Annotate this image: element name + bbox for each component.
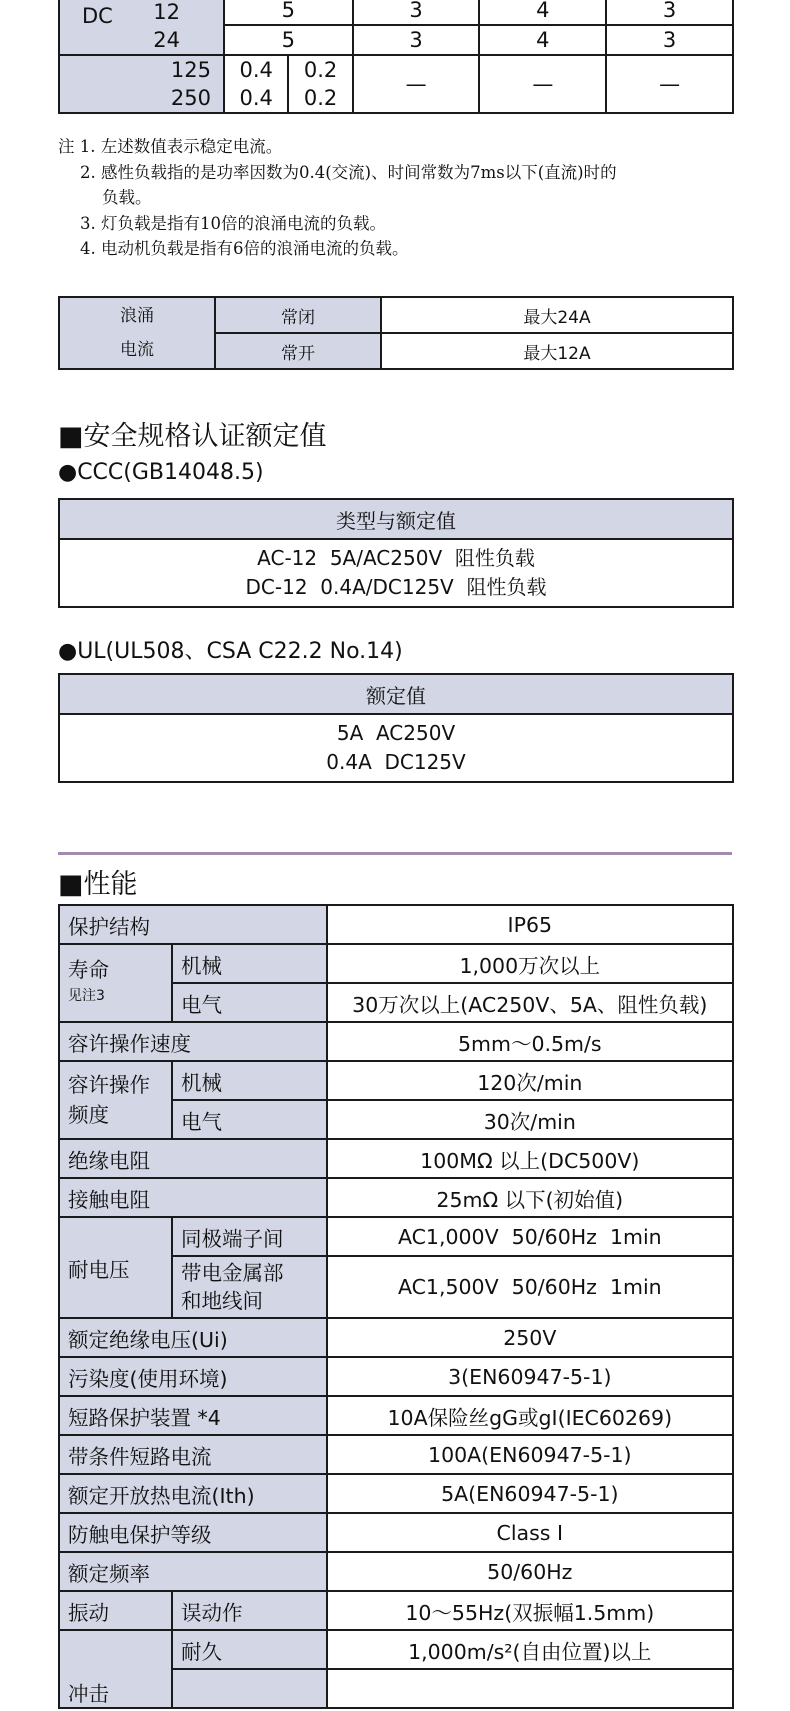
row-value: 10～55Hz(双振幅1.5mm) [327,1591,733,1630]
row-value: 10A保险丝gG或gI(IEC60269) [327,1396,733,1435]
row-label: 电气 [172,1100,327,1139]
no-value: 最大12A [381,333,733,369]
ul-header: 额定值 [59,674,733,714]
note-1: 注 1. 左述数值表示稳定电流。 [58,137,283,156]
row-label: 防触电保护等级 [59,1513,327,1552]
table-row [59,1061,733,1100]
ul-values [59,714,733,782]
note-3: 3. 灯负载是指有10倍的浪涌电流的负载。 [80,213,386,233]
row-label: 机械 [172,944,327,983]
row-label: 短路保护装置 *4 [59,1396,327,1435]
table-cell: — [479,55,606,113]
row-value: 30次/min [327,1100,733,1139]
ccc-values [59,539,733,607]
table-row [59,1139,733,1178]
table-row [59,1552,733,1591]
table-cell: — [353,55,480,113]
no-label: 常开 [215,333,381,369]
row-label: 绝缘电阻 [59,1139,327,1178]
ul-line: 0.4A DC125V [326,750,466,774]
row-value: 5mm～0.5m/s [327,1022,733,1061]
note-2-cont: 负载。 [102,188,152,207]
table-row [59,1591,733,1630]
row-label: 电气 [172,983,327,1022]
row-label: 耐久 [172,1630,327,1669]
ccc-table [58,498,734,608]
dc-voltage-labels: 12 24 [153,0,180,52]
row-value: 25mΩ 以下(初始值) [327,1178,733,1217]
surge-current-table [58,296,734,370]
table-cell: 3 [353,0,480,25]
row-value: AC1,500V 50/60Hz 1min [327,1256,733,1318]
table-cell: 5 [224,0,353,25]
ccc-line: DC-12 0.4A/DC125V 阻性负载 [245,575,547,599]
row-value: Class I [327,1513,733,1552]
row-label: 容许操作速度 [59,1022,327,1061]
nc-label: 常闭 [215,297,381,333]
table-row [59,1022,733,1061]
row-value: 100MΩ 以上(DC500V) [327,1139,733,1178]
ul-line: 5A AC250V [336,721,456,745]
table-row [59,1396,733,1435]
ccc-line: AC-12 5A/AC250V 阻性负载 [257,546,535,570]
row-value: IP65 [327,905,733,944]
table-row [59,1178,733,1217]
row-label: 带电金属部 和地线间 [172,1256,327,1318]
row-value: 250V [327,1318,733,1357]
table-cell: 3 [353,25,480,55]
note-2: 2. 感性负载指的是功率因数为0.4(交流)、时间常数为7ms以下(直流)时的 [80,162,617,182]
row-value: AC1,000V 50/60Hz 1min [327,1217,733,1256]
ul-table [58,673,734,783]
row-value: 1,000m/s²(自由位置)以上 [327,1630,733,1669]
row-label: 接触电阻 [59,1178,327,1217]
dc-label: DC [59,0,224,55]
performance-table [58,904,734,1709]
table-cell: — [606,55,733,113]
table-row [59,1474,733,1513]
row-label: 污染度(使用环境) [59,1357,327,1396]
safety-title: ■安全规格认证额定值 [58,421,327,452]
note-4: 4. 电动机负载是指有6倍的浪涌电流的负载。 [80,239,409,258]
table-row [59,1513,733,1552]
surge-label: 浪涌 电流 [59,297,215,369]
ul-title: ●UL(UL508、CSA C22.2 No.14) [58,639,403,664]
row-label: 同极端子间 [172,1217,327,1256]
voltage-cell: 125 250 [59,55,224,113]
section-divider [58,852,732,855]
table-cell: 3 [606,25,733,55]
table-cell: 0.4 [224,84,288,113]
row-value: 50/60Hz [327,1552,733,1591]
row-value: 1,000万次以上 [327,944,733,983]
table-cell: 4 [479,25,606,55]
row-label: 额定绝缘电压(Ui) [59,1318,327,1357]
row-value: 5A(EN60947-5-1) [327,1474,733,1513]
freq-label: 容许操作 频度 [59,1061,172,1139]
table-cell: 5 [224,25,353,55]
table-row [59,1318,733,1357]
row-value: 30万次以上(AC250V、5A、阻性负载) [327,983,733,1022]
table-row [59,1630,733,1669]
row-value: 3(EN60947-5-1) [327,1357,733,1396]
table-row [59,905,733,944]
table-cell: 4 [479,0,606,25]
row-value: 100A(EN60947-5-1) [327,1435,733,1474]
table-row [59,55,733,84]
table-cell: 0.2 [288,84,352,113]
notes [58,134,748,262]
ccc-header: 类型与额定值 [59,499,733,539]
withstand-label: 耐电压 [59,1217,172,1318]
table-row [59,1217,733,1256]
row-label: 误动作 [172,1591,327,1630]
shock-label: 冲击 [59,1630,172,1708]
row-label: 额定开放热电流(Ith) [59,1474,327,1513]
table-cell: 0.4 [224,55,288,84]
row-label: 保护结构 [59,905,327,944]
nc-value: 最大24A [381,297,733,333]
table-row [59,1357,733,1396]
vibration-label: 振动 [59,1591,172,1630]
life-label: 寿命 见注3 [59,944,172,1022]
table-row [59,297,733,333]
ccc-title: ●CCC(GB14048.5) [58,460,264,485]
table-cell: 0.2 [288,55,352,84]
performance-title: ■性能 [58,869,138,900]
row-label: 机械 [172,1061,327,1100]
table-row [59,1435,733,1474]
row-value: 120次/min [327,1061,733,1100]
row-label: 带条件短路电流 [59,1435,327,1474]
row-label: 额定频率 [59,1552,327,1591]
table-cell: 3 [606,0,733,25]
table-row [59,944,733,983]
